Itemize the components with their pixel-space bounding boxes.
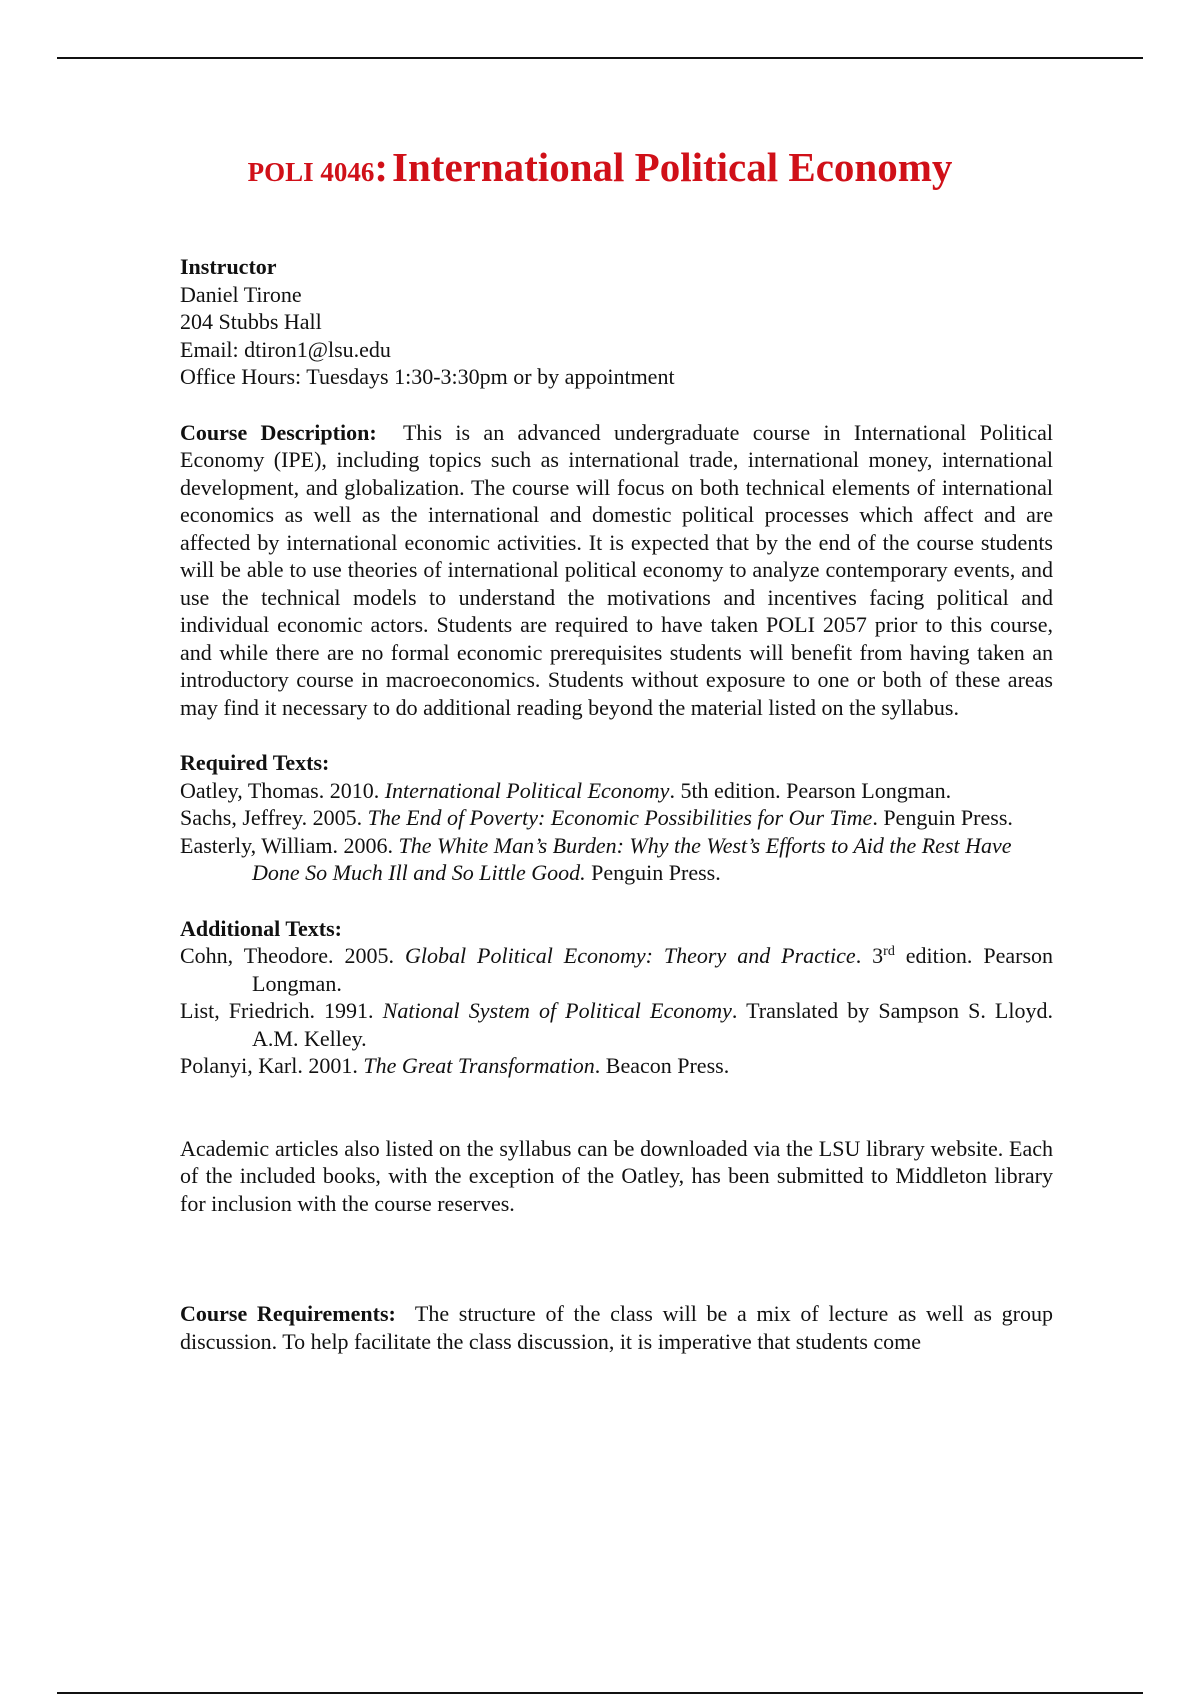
ref-author: Easterly, William. 2006. bbox=[180, 832, 399, 858]
ref-publisher: . 5th edition. Pearson Longman. bbox=[669, 777, 952, 803]
ref-author: List, Friedrich. 1991. bbox=[180, 998, 383, 1023]
ref-title: The End of Poverty: Economic Possibilities for Our Time bbox=[367, 805, 873, 830]
spacer bbox=[180, 1080, 1053, 1135]
course-name: International Political Economy bbox=[392, 144, 953, 190]
page-title bbox=[0, 145, 1200, 190]
course-description-paragraph bbox=[180, 419, 1053, 722]
course-requirements-paragraph bbox=[180, 1300, 1053, 1355]
instructor-office: 204 Stubbs Hall bbox=[180, 309, 322, 334]
ref-edition: . 3 bbox=[855, 943, 884, 968]
course-code: POLI 4046 bbox=[247, 157, 375, 187]
additional-text-item bbox=[180, 997, 1053, 1052]
ref-publisher: . Translated by Sampson S. Lloyd. A.M. Kelley. bbox=[252, 998, 1053, 1051]
spacer bbox=[180, 1217, 1053, 1300]
ref-publisher: edition. Pearson Longman. bbox=[252, 943, 1054, 996]
ref-title: The White Man’s Burden: Why the West’s Efforts to Aid the Rest Have Done So Much Ill and So Little Good. bbox=[252, 832, 1012, 885]
additional-texts-section bbox=[180, 915, 1053, 1080]
articles-note: Academic articles also listed on the syllabus can be downloaded via the LSU library website. Each of the included books, with the exception of the Oatley, has been submitted to Middleton library for inclusion with the course reserves. bbox=[180, 1135, 1053, 1216]
ref-author: Cohn, Theodore. 2005. bbox=[180, 943, 405, 968]
required-text-item bbox=[180, 804, 1053, 832]
instructor-name: Daniel Tirone bbox=[180, 281, 302, 307]
instructor-heading: Instructor bbox=[180, 254, 277, 279]
course-description-text: This is an advanced undergraduate course in International Political Economy (IPE), including topics such as international trade, international money, international development, and globalization. The course will focus on both technical elements of international economics as well as the international and domestic political processes which affect and are affected by international economic activities. It is expected that by the end of the course students will be able to use theories of international political economy to analyze contemporary events, and use the technical models to understand the motivations and incentives facing political and individual economic actors. Students are required to have taken POLI 2057 prior to this course, and while there are no formal economic prerequisites students will benefit from having taken an introductory course in macroeconomics. Students without exposure to one or both of these areas may find it necessary to do additional reading beyond the material listed on the syllabus. bbox=[180, 419, 1053, 720]
document-body bbox=[180, 253, 1053, 1355]
course-requirements-label: Course Requirements: bbox=[180, 1301, 396, 1326]
required-texts-section bbox=[180, 749, 1053, 887]
instructor-hours: Office Hours: Tuesdays 1:30-3:30pm or by appointment bbox=[180, 364, 675, 389]
title-colon: : bbox=[374, 144, 389, 190]
required-text-item bbox=[180, 777, 1053, 805]
course-requirements-text: The structure of the class will be a mix of lecture as well as group discussion. To help facilitate the class discussion, it is imperative that students come bbox=[180, 1301, 1053, 1354]
ref-publisher: . Beacon Press. bbox=[594, 1053, 730, 1078]
course-description-label: Course Description: bbox=[180, 419, 377, 445]
ref-author: Sachs, Jeffrey. 2005. bbox=[180, 805, 368, 830]
ref-author: Oatley, Thomas. 2010. bbox=[180, 777, 385, 803]
additional-texts-heading: Additional Texts: bbox=[180, 915, 342, 941]
spacer bbox=[180, 391, 1053, 419]
required-texts-heading: Required Texts: bbox=[180, 750, 330, 775]
spacer bbox=[180, 887, 1053, 915]
ref-author: Polanyi, Karl. 2001. bbox=[180, 1053, 364, 1078]
spacer bbox=[180, 721, 1053, 749]
ref-title: Global Political Economy: Theory and Practice bbox=[404, 943, 856, 968]
ref-publisher: . Penguin Press. bbox=[872, 805, 1013, 830]
additional-text-item bbox=[180, 942, 1053, 997]
top-rule bbox=[57, 57, 1143, 59]
ref-edition-ordinal: rd bbox=[883, 944, 895, 959]
additional-text-item bbox=[180, 1052, 1053, 1080]
ref-publisher: Penguin Press. bbox=[585, 860, 721, 885]
ref-title: International Political Economy bbox=[384, 777, 670, 803]
ref-title: National System of Political Economy bbox=[382, 998, 732, 1023]
ref-title: The Great Transformation bbox=[363, 1053, 595, 1078]
instructor-email: Email: dtiron1@lsu.edu bbox=[180, 336, 391, 362]
bottom-rule bbox=[57, 1692, 1143, 1694]
required-text-item bbox=[180, 832, 1053, 887]
instructor-section bbox=[180, 253, 1053, 391]
